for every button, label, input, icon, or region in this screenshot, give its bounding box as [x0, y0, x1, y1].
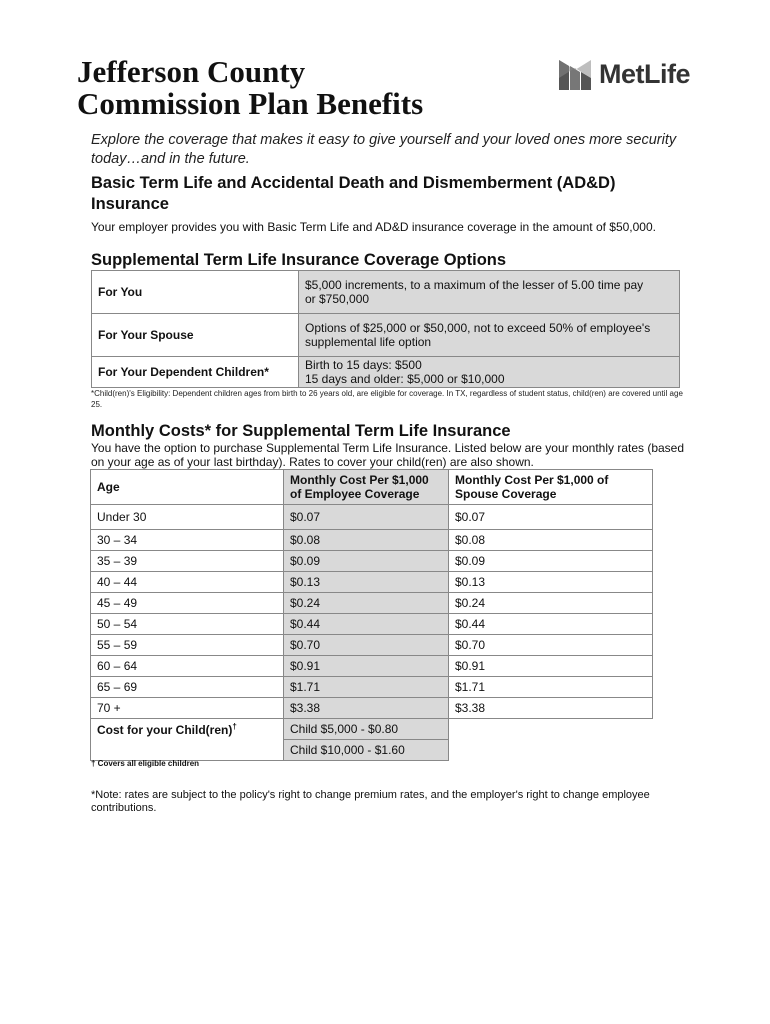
employee-rate-cell: $0.91 — [284, 656, 449, 677]
empty-cell — [449, 740, 653, 761]
table-row — [91, 530, 653, 551]
child-rate-cell: Child $5,000 - $0.80 — [284, 719, 449, 740]
coverage-value — [299, 314, 680, 357]
age-cell: 70 + — [91, 698, 284, 719]
header-line: of Employee Coverage — [290, 487, 420, 501]
employee-rate-cell: $0.08 — [284, 530, 449, 551]
employee-rate-cell: $0.09 — [284, 551, 449, 572]
eligibility-footnote: *Child(ren)'s Eligibility: Dependent children ages from birth to 26 years old, are eligible for coverage. In TX, regardless of student status, child(ren) are covered until age 25. — [91, 389, 683, 409]
empty-cell — [449, 719, 653, 740]
spouse-rate-cell: $0.44 — [449, 614, 653, 635]
table-row — [91, 635, 653, 656]
spouse-rate-cell: $0.91 — [449, 656, 653, 677]
coverage-line: supplemental life option — [305, 335, 432, 349]
column-header-spouse — [449, 470, 653, 505]
table-row — [91, 572, 653, 593]
table-row — [91, 698, 653, 719]
header-line: Monthly Cost Per $1,000 of — [455, 473, 609, 487]
spouse-rate-cell: $0.07 — [449, 505, 653, 530]
age-cell: 45 – 49 — [91, 593, 284, 614]
logo-text: MetLife — [599, 58, 690, 89]
coverage-value — [299, 271, 680, 314]
column-header-age: Age — [91, 470, 284, 505]
coverage-line: Options of $25,000 or $50,000, not to exceed 50% of employee's — [305, 321, 651, 335]
children-footnote: † Covers all eligible children — [91, 759, 200, 768]
age-cell: 30 – 34 — [91, 530, 284, 551]
employee-rate-cell: $0.44 — [284, 614, 449, 635]
table-row — [92, 314, 680, 357]
age-cell: 65 – 69 — [91, 677, 284, 698]
table-row — [91, 505, 653, 530]
title-line-1: Jefferson County — [77, 54, 306, 89]
coverage-line: 15 days and older: $5,000 or $10,000 — [305, 372, 505, 386]
column-header-employee — [284, 470, 449, 505]
coverage-line: or $750,000 — [305, 292, 370, 306]
table-header-row — [91, 470, 653, 505]
child-cost-label — [91, 719, 284, 761]
table-row — [91, 719, 653, 740]
spouse-rate-cell: $0.13 — [449, 572, 653, 593]
age-cell: 50 – 54 — [91, 614, 284, 635]
spouse-rate-cell: $0.09 — [449, 551, 653, 572]
coverage-label: For Your Dependent Children* — [92, 357, 299, 388]
header-line: Spouse Coverage — [455, 487, 557, 501]
employee-rate-cell: $0.13 — [284, 572, 449, 593]
spouse-rate-cell: $1.71 — [449, 677, 653, 698]
page-title — [77, 56, 423, 120]
metlife-logo — [557, 56, 690, 92]
monthly-costs-heading: Monthly Costs* for Supplemental Term Life Insurance — [91, 422, 511, 440]
employee-rate-cell: $0.24 — [284, 593, 449, 614]
header-line: Monthly Cost Per $1,000 — [290, 473, 429, 487]
employee-rate-cell: $0.70 — [284, 635, 449, 656]
spouse-rate-cell: $0.08 — [449, 530, 653, 551]
age-cell: Under 30 — [91, 505, 284, 530]
coverage-label: For Your Spouse — [92, 314, 299, 357]
table-row — [91, 593, 653, 614]
metlife-logo-icon — [557, 56, 593, 92]
coverage-options-table — [91, 270, 680, 388]
intro-text: Explore the coverage that makes it easy to give yourself and your loved ones more security today…and in the future. — [91, 132, 677, 167]
basic-life-text: Your employer provides you with Basic Term Life and AD&D insurance coverage in the amount of $50,000. — [91, 220, 656, 234]
employee-rate-cell: $3.38 — [284, 698, 449, 719]
table-row — [91, 677, 653, 698]
age-cell: 55 – 59 — [91, 635, 284, 656]
coverage-line: $5,000 increments, to a maximum of the lesser of 5.00 time pay — [305, 278, 644, 292]
employee-rate-cell: $1.71 — [284, 677, 449, 698]
monthly-costs-text: You have the option to purchase Supplemental Term Life Insurance. Listed below are your monthly rates (based on your age as of your last birthday). Rates to cover your child(ren) are also shown. — [91, 441, 685, 469]
employee-rate-cell: $0.07 — [284, 505, 449, 530]
rates-note: *Note: rates are subject to the policy's right to change premium rates, and the employer's right to change employee contributions. — [91, 789, 650, 814]
coverage-line: Birth to 15 days: $500 — [305, 358, 422, 372]
dagger-mark: † — [232, 722, 237, 731]
age-cell: 60 – 64 — [91, 656, 284, 677]
spouse-rate-cell: $0.70 — [449, 635, 653, 656]
spouse-rate-cell: $3.38 — [449, 698, 653, 719]
rates-table — [90, 469, 653, 761]
basic-life-heading: Basic Term Life and Accidental Death and Dismemberment (AD&D) Insurance — [91, 174, 616, 213]
table-row — [91, 614, 653, 635]
spouse-rate-cell: $0.24 — [449, 593, 653, 614]
table-row — [91, 656, 653, 677]
table-row — [91, 551, 653, 572]
child-cost-text: Cost for your Child(ren) — [97, 723, 233, 737]
coverage-value — [299, 357, 680, 388]
child-rate-cell: Child $10,000 - $1.60 — [284, 740, 449, 761]
title-line-2: Commission Plan Benefits — [77, 86, 424, 121]
coverage-label: For You — [92, 271, 299, 314]
supplemental-heading: Supplemental Term Life Insurance Coverage Options — [91, 251, 507, 269]
table-row — [92, 357, 680, 388]
age-cell: 35 – 39 — [91, 551, 284, 572]
table-row — [92, 271, 680, 314]
age-cell: 40 – 44 — [91, 572, 284, 593]
